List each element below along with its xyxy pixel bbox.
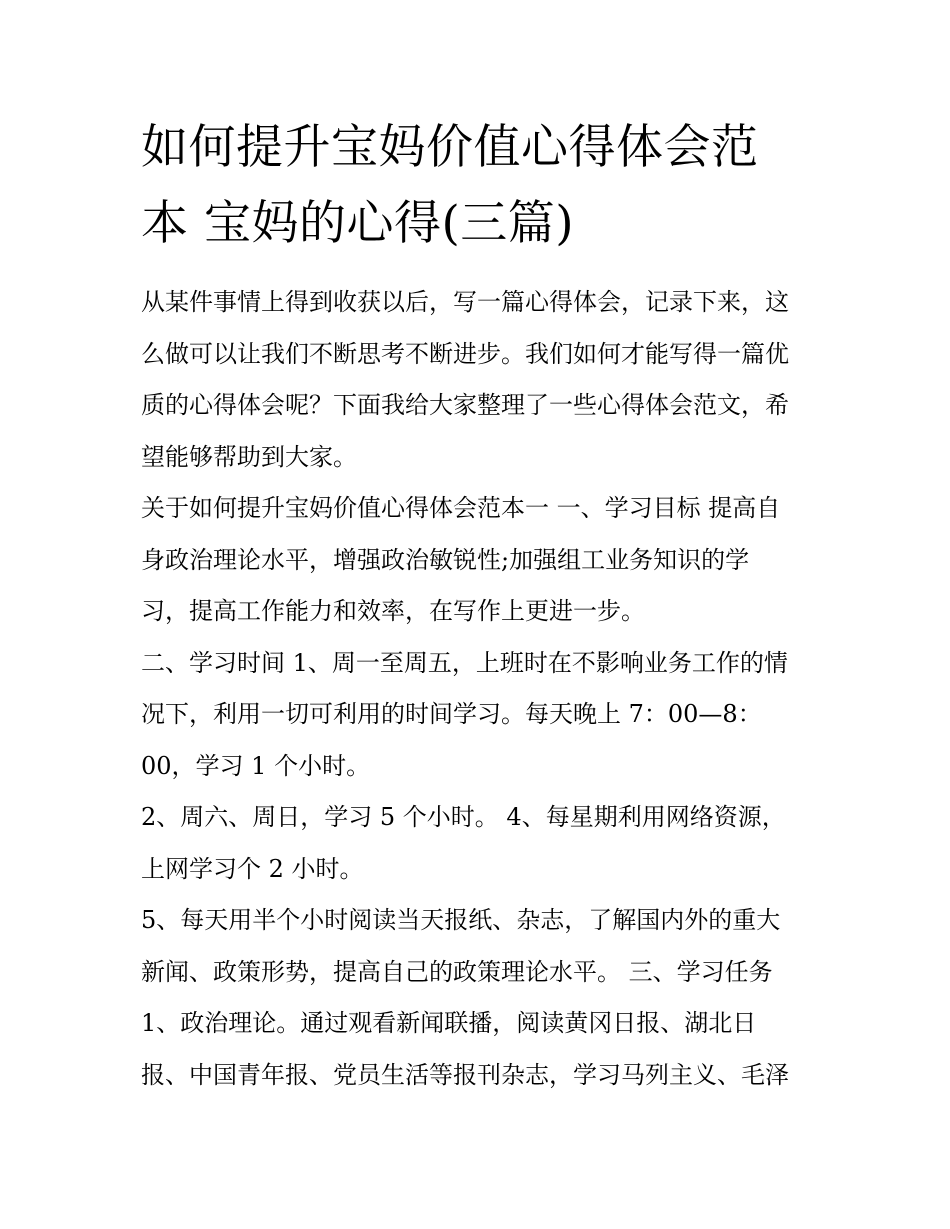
body-line: 报、中国青年报、党员生活等报刊杂志，学习马列主义、毛泽 bbox=[141, 1060, 789, 1089]
body-line: 新闻、政策形势，提高自己的政策理论水平。 三、学习任务 bbox=[141, 957, 773, 986]
body-line: 习，提高工作能力和效率，在写作上更进一步。 bbox=[141, 597, 645, 625]
body-line: 00，学习 1 个小时。 bbox=[141, 751, 371, 780]
body-line: 上网学习个 2 小时。 bbox=[141, 854, 364, 883]
document-title bbox=[141, 110, 831, 262]
body-line: 2、周六、周日，学习 5 个小时。 4、每星期利用网络资源， bbox=[141, 803, 786, 831]
body-line: 望能够帮助到大家。 bbox=[141, 442, 357, 471]
body-line: 况下，利用一切可利用的时间学习。每天晚上 7：00—8： bbox=[141, 700, 762, 728]
body-line: 关于如何提升宝妈价值心得体会范本一 一、学习目标 提高自 bbox=[141, 494, 781, 522]
body-line: 么做可以让我们不断思考不断进步。我们如何才能写得一篇优 bbox=[141, 339, 789, 368]
document-page bbox=[141, 110, 831, 1101]
body-line: 5、每天用半个小时阅读当天报纸、杂志，了解国内外的重大 bbox=[141, 906, 781, 934]
body-line: 身政治理论水平，增强政治敏锐性;加强组工业务知识的学 bbox=[141, 545, 750, 574]
body-line: 二、学习时间 1、周一至周五，上班时在不影响业务工作的情 bbox=[141, 648, 788, 677]
title-line: 本 宝妈的心得(三篇) bbox=[141, 196, 575, 251]
body-line: 1、政治理论。通过观看新闻联播，阅读黄冈日报、湖北日 bbox=[141, 1009, 757, 1037]
document-body bbox=[141, 277, 831, 1101]
title-line: 如何提升宝妈价值心得体会范 bbox=[141, 120, 759, 175]
body-line: 从某件事情上得到收获以后，写一篇心得体会，记录下来，这 bbox=[141, 288, 789, 316]
body-line: 质的心得体会呢？下面我给大家整理了一些心得体会范文，希 bbox=[141, 391, 789, 419]
